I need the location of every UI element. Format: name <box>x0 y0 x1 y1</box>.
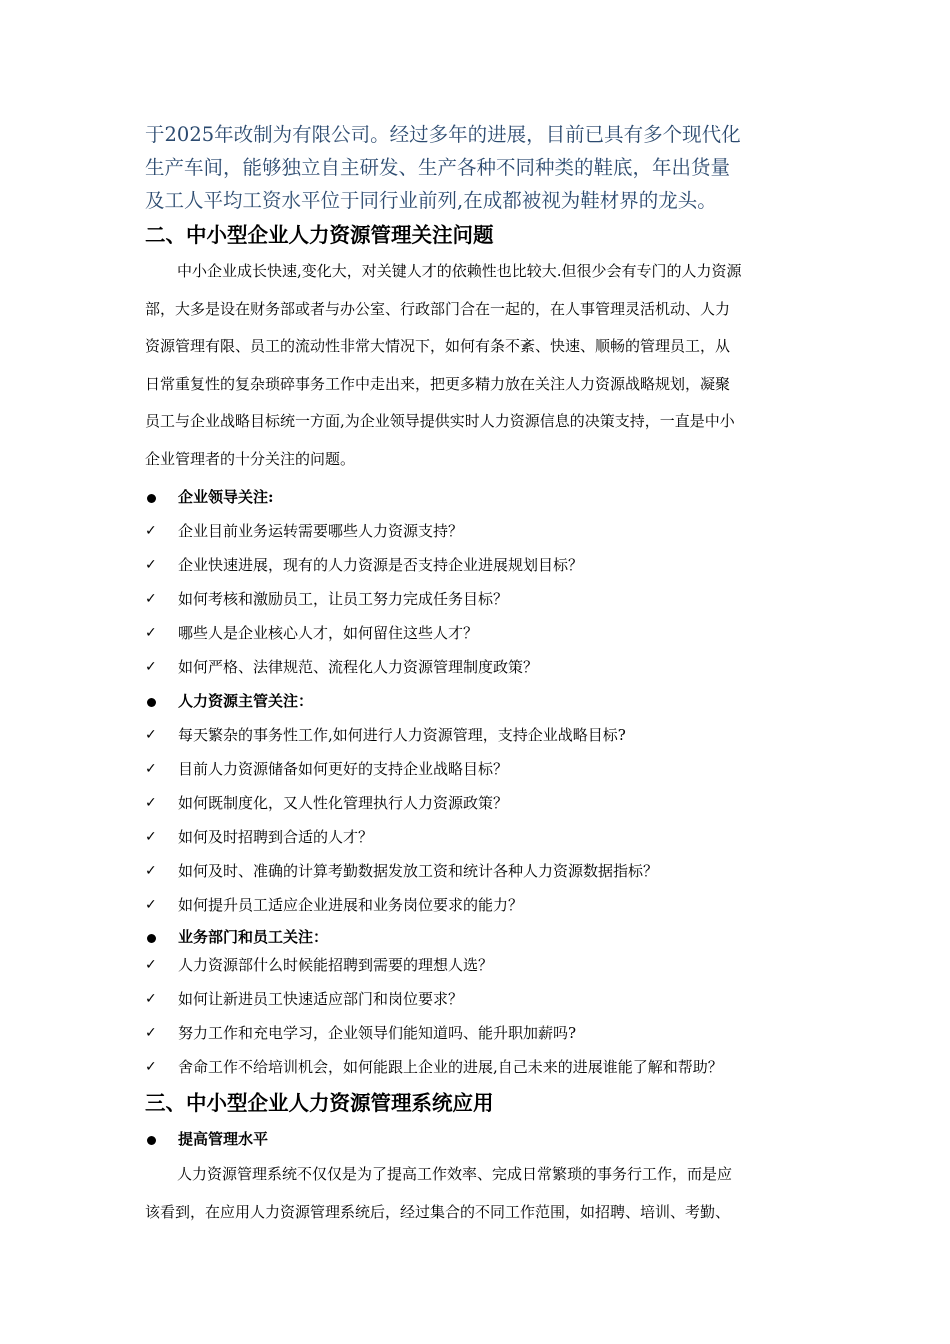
paragraph-line: 资源管理有限、员工的流动性非常大情况下，如何有条不紊、快速、顺畅的管理员工，从 <box>145 337 731 355</box>
check-mark-icon: ✓ <box>145 761 157 777</box>
list-item: ✓ 哪些人是企业核心人才，如何留住这些人才？ <box>145 616 815 650</box>
check-mark-icon: ✓ <box>145 829 157 845</box>
group-heading-leaders: 企业领导关注: <box>145 480 815 514</box>
paragraph-line: 日常重复性的复杂琐碎事务工作中走出来，把更多精力放在关注人力资源战略规划，凝聚 <box>145 374 731 393</box>
paragraph-line: 企业管理者的十分关注的问题。 <box>145 449 356 468</box>
intro-line: 生产车间，能够独立自主研发、生产各种不同种类的鞋底，年出货量 <box>145 156 731 179</box>
black-circle-bullet-icon <box>145 1122 156 1156</box>
intro-paragraph <box>145 118 815 217</box>
list-item: ✓ 如何严格、法律规范、流程化人力资源管理制度政策？ <box>145 650 815 684</box>
check-mark-icon: ✓ <box>145 957 157 973</box>
check-mark-icon: ✓ <box>145 991 157 1007</box>
list-item: ✓ 如何提升员工适应企业进展和业务岗位要求的能力？ <box>145 888 815 922</box>
list-item: ✓ 目前人力资源储备如何更好的支持企业战略目标？ <box>145 752 815 786</box>
section-3-heading: 三、中小型企业人力资源管理系统应用 <box>145 1091 494 1115</box>
section-3-paragraph <box>145 1156 815 1231</box>
paragraph-line: 人力资源管理系统不仅仅是为了提高工作效率、完成日常繁琐的事务行工作，而是应 <box>177 1165 733 1183</box>
list-item: ✓ 企业目前业务运转需要哪些人力资源支持？ <box>145 514 815 548</box>
paragraph-line: 中小企业成长快速,变化大，对关键人才的依赖性也比较大.但很少会有专门的人力资源 <box>177 262 742 280</box>
check-mark-icon: ✓ <box>145 659 157 675</box>
intro-line: 于2025年改制为有限公司。经过多年的进展，目前已具有多个现代化 <box>145 123 741 146</box>
list-item: ✓ 舍命工作不给培训机会，如何能跟上企业的进展,自己未来的进展谁能了解和帮助？ <box>145 1050 815 1084</box>
document-page <box>145 118 815 1231</box>
black-circle-bullet-icon <box>145 480 156 514</box>
group-heading-departments-employees: 业务部门和员工关注： <box>145 922 815 948</box>
check-mark-icon: ✓ <box>145 795 157 811</box>
list-item: ✓ 每天繁杂的事务性工作,如何进行人力资源管理，支持企业战略目标? <box>145 718 815 752</box>
list-item: ✓ 努力工作和充电学习，企业领导们能知道吗、能升职加薪吗? <box>145 1016 815 1050</box>
list-item: ✓ 如何让新进员工快速适应部门和岗位要求？ <box>145 982 815 1016</box>
check-mark-icon: ✓ <box>145 1059 157 1075</box>
list-item: ✓ 企业快速进展，现有的人力资源是否支持企业进展规划目标？ <box>145 548 815 582</box>
section-2-paragraph <box>145 253 815 478</box>
group-heading-hr-managers: 人力资源主管关注： <box>145 684 815 718</box>
check-mark-icon: ✓ <box>145 523 157 539</box>
paragraph-line: 该看到，在应用人力资源管理系统后，经过集合的不同工作范围，如招聘、培训、考勤、 <box>145 1202 731 1221</box>
list-item: ✓ 如何及时招聘到合适的人才？ <box>145 820 815 854</box>
check-mark-icon: ✓ <box>145 591 157 607</box>
check-mark-icon: ✓ <box>145 727 157 743</box>
list-item: ✓ 如何既制度化，又人性化管理执行人力资源政策？ <box>145 786 815 820</box>
section-3-bullet: 提高管理水平 <box>145 1122 815 1156</box>
list-item: ✓ 如何考核和激励员工，让员工努力完成任务目标？ <box>145 582 815 616</box>
check-mark-icon: ✓ <box>145 625 157 641</box>
black-circle-bullet-icon <box>145 684 156 718</box>
paragraph-line: 员工与企业战略目标统一方面,为企业领导提供实时人力资源信息的决策支持，一直是中小 <box>145 412 735 430</box>
check-mark-icon: ✓ <box>145 863 157 879</box>
list-item: ✓ 人力资源部什么时候能招聘到需要的理想人选？ <box>145 948 815 982</box>
check-mark-icon: ✓ <box>145 1025 157 1041</box>
check-mark-icon: ✓ <box>145 897 157 913</box>
paragraph-line: 部，大多是设在财务部或者与办公室、行政部门合在一起的，在人事管理灵活机动、人力 <box>145 299 731 318</box>
list-item: ✓ 如何及时、准确的计算考勤数据发放工资和统计各种人力资源数据指标？ <box>145 854 815 888</box>
check-mark-icon: ✓ <box>145 557 157 573</box>
intro-line: 及工人平均工资水平位于同行业前列,在成都被视为鞋材界的龙头。 <box>145 189 717 212</box>
section-2-heading: 二、中小型企业人力资源管理关注问题 <box>145 223 494 247</box>
